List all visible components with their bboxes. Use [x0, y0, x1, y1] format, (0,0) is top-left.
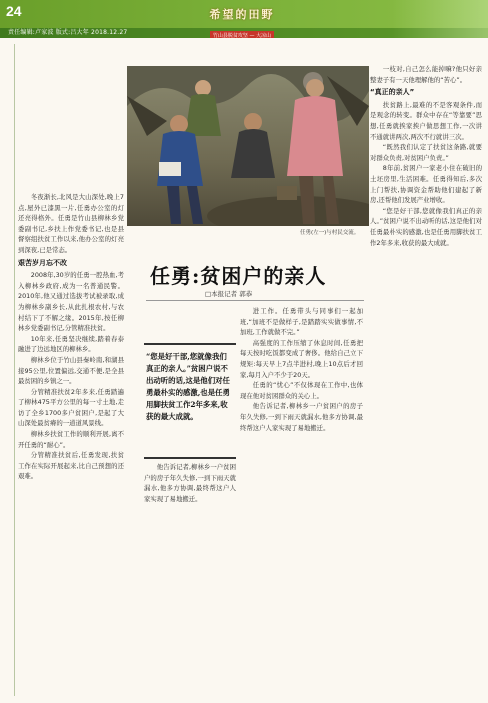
page-header-band	[0, 0, 488, 38]
body-paragraph: 一枝对,自己怎么能掉嘛?他只好亲整妻子有一天他理解他的“苦心”。	[370, 65, 482, 84]
lead-paragraph: 冬夜渐长,北风是大山深处,晚上7点,屋外已漆黑一片,任勇办公室的灯还亮得格外。任勇是竹山县柳林乡党委副书记,乡扶上作党委书记,也是县督察组扶贫工作以来,他办公室的灯亮到深夜,已是常态。	[18, 193, 124, 254]
body-paragraph: 扶贫路上,最难的不是客观条件,而是观念的转变。群众中存在“等靠要”思想,任勇就挨家挨户做思想工作,一次讲不通就讲两次,两次不行就讲三次。	[370, 100, 482, 141]
body-paragraph: 他告诉记者,柳林乡一户贫困户的房子年久失修,一到下雨天就漏水,他多方协调,最终帮这户人家实现了易地搬迁。	[144, 463, 236, 503]
column-subtitle: 竹山县脱贫攻坚 — 大凉山	[210, 31, 274, 38]
pull-quote: “您是好干部,您就像我们真正的亲人。”贫困户说不出动听的话,这是他们对任勇最朴实的感激,也是任勇用脚扶贫工作2年多来,收获的最大成就。	[144, 343, 236, 459]
left-margin-rule	[14, 44, 15, 696]
body-paragraph: 进工作。任勇带头与同事们一起加班,“加班不是做样子,是踏踏实实做事情,不加班,工作就做不完。”	[240, 307, 363, 337]
article-photo	[127, 66, 369, 226]
article-headline: 任勇:贫困户的亲人	[150, 264, 327, 288]
body-paragraph: 高强度的工作压缩了休息时间,任勇把每天按时吃饭都变成了奢侈。他给自己立下规矩:每天早上7点半进村,晚上10点后才回家,每月入户不少于20天。	[240, 338, 363, 379]
body-paragraph: 分管精准扶贫2年多来,任勇踏遍了柳林475平方公里的每一寸土地,走访了全乡1700多户贫困户,是起了大山深处最贫瘠的一道道风景线。	[18, 387, 124, 428]
photo-illustration	[127, 66, 369, 226]
header-gradient-decoration	[392, 0, 488, 38]
article-column-2-lower	[144, 462, 236, 696]
article-column-2	[240, 306, 363, 696]
body-paragraph: 10年来,任勇坚决继续,踏着春泰融进了边远地区的柳林乡。	[18, 334, 124, 354]
article-column-3	[370, 64, 482, 696]
body-paragraph: 任勇的“忧心”不仅体现在工作中,也体现在他对贫困群众的关心上。	[240, 381, 363, 400]
subheading-2: “真正的亲人”	[370, 88, 415, 97]
subheading-1: 艰苦岁月忘不改	[18, 258, 67, 267]
body-paragraph: 柳林乡位于竹山县秦岭南,和湖县接95公里,位置偏远,交通不便,是全县最贫困的乡镇之一。	[18, 355, 124, 386]
column-logo	[188, 6, 296, 38]
photo-caption: 任勇(左一)与村民交流。	[300, 230, 360, 236]
body-paragraph: 分管精准扶贫后,任勇发现,扶贫工作在实际开展起来,比自己预想的还艰难。	[18, 451, 124, 481]
article-byline: □本报记者 郭恭	[205, 290, 253, 298]
column-name: 希望的田野	[209, 8, 275, 21]
body-paragraph: 2008年,30岁的任勇一腔热血,考入柳林乡政府,成为一名普通民警。2010年,他又通过选拔考试被录取,成为柳林乡副乡长,从此扎根农村,与农村结下了不解之缘。2015年,按任柳林乡党委副书记,分管精准扶贫。	[18, 271, 124, 333]
body-paragraph: “您是好干部,您就像我们真正的亲人。”贫困户说不出动听的话,这是他们对任勇最朴实的感激,也是任勇用脚扶贫工作2年多来,收获的最大成就。	[370, 206, 482, 247]
headline-rule	[146, 300, 364, 301]
body-paragraph: 8年前,贫困户一家老小住在破旧的土坯房里,生活困难。任勇得知后,多次上门帮扶,协调资金帮助他们建起了新房,还帮他们发展产业增收。	[370, 164, 482, 205]
editor-meta-line: 责任编辑:卢家波 版式:吕大年 2018.12.27	[8, 29, 128, 36]
page-number: 24	[6, 3, 22, 19]
body-paragraph: 他告诉记者,柳林乡一户贫困户的房子年久失修,一到下雨天就漏水,他多方协调,最终帮这户人家实现了易地搬迁。	[240, 402, 363, 432]
body-paragraph: “既然我们认定了扶贫这条路,就要对群众负责,对贫困户负责。”	[370, 143, 482, 162]
body-paragraph: 柳林乡扶贫工作的顺利开展,离不开任勇的“耐心”。	[18, 430, 124, 449]
article-column-1	[18, 192, 124, 696]
